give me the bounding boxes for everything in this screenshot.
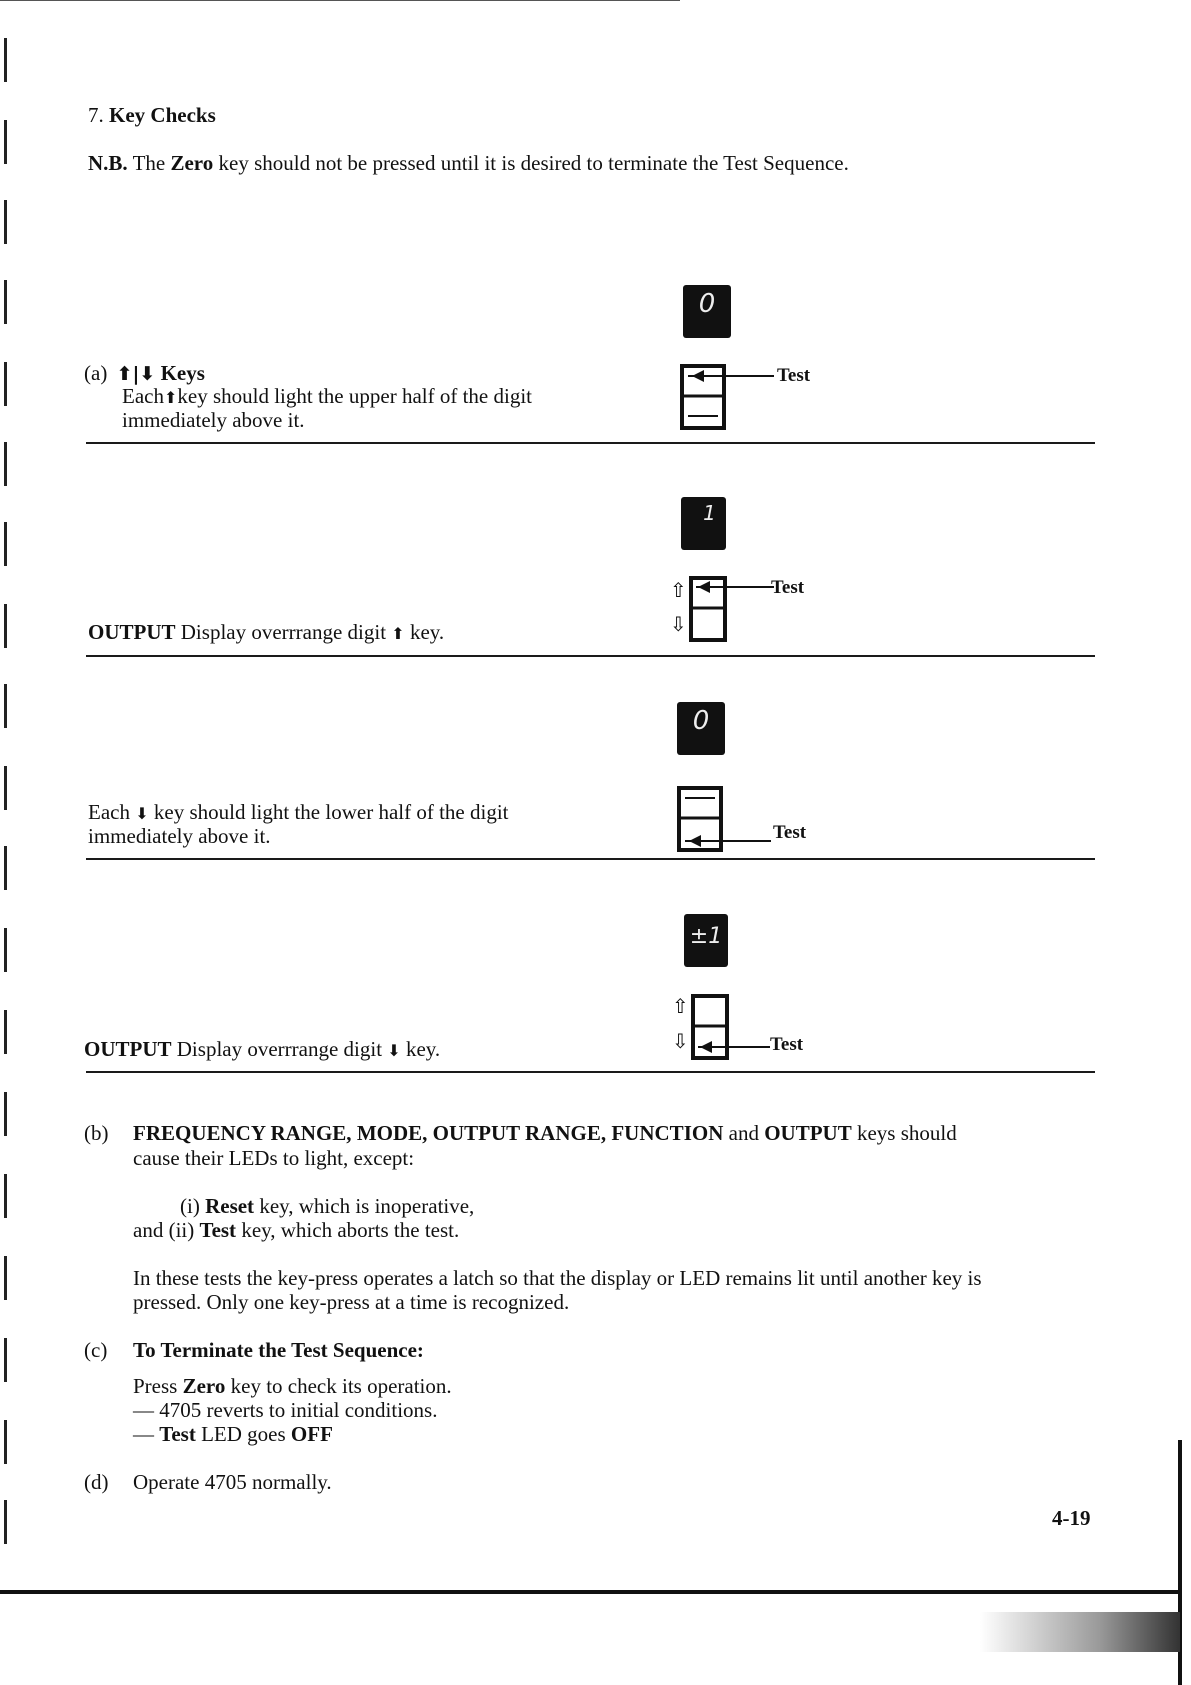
press-zero-line (133, 1374, 452, 1398)
test-label: Test (771, 577, 805, 598)
key-function: FUNCTION (611, 1121, 724, 1145)
section-b-line1 (133, 1121, 957, 1145)
output-up-line (88, 620, 444, 646)
key-output-range: OUTPUT RANGE, (432, 1121, 607, 1145)
top-rule (0, 0, 680, 1)
segment-diagram-overrange-down (690, 994, 780, 1060)
test-label: Test (770, 1034, 804, 1055)
key-mode: MODE, (356, 1121, 428, 1145)
section-c-title: To Terminate the Test Sequence: (133, 1338, 424, 1362)
output-keyword: OUTPUT (84, 1037, 172, 1061)
keys-should: keys should (856, 1121, 957, 1145)
margin-bar (4, 1256, 7, 1300)
output-post: key. (409, 620, 445, 644)
digit-display (677, 702, 725, 755)
key-frequency-range: FREQUENCY RANGE, (133, 1121, 352, 1145)
test-key: Test (159, 1422, 196, 1446)
each-down-line1 (88, 800, 509, 826)
margin-bar (4, 1420, 7, 1464)
zero-key: Zero (182, 1374, 226, 1398)
except-item-2 (133, 1218, 459, 1242)
down-hollow-arrow-icon: ⇩ (670, 612, 687, 636)
section-b-label: (b) (84, 1121, 109, 1145)
dash: — (133, 1422, 154, 1446)
section-a-title (84, 361, 205, 386)
section-heading (88, 103, 216, 127)
each-down-line2: immediately above it. (88, 824, 271, 848)
led-goes: LED goes (201, 1422, 286, 1446)
margin-bar (4, 1338, 7, 1382)
and-word: and (133, 1218, 164, 1242)
test-label: Test (773, 822, 807, 843)
output-text: Display overrrange digit (180, 620, 387, 644)
display-digit: ±1 (689, 924, 723, 949)
revert-line: — 4705 reverts to initial conditions. (133, 1398, 438, 1422)
margin-bar (4, 604, 7, 648)
page-number: 4-19 (1052, 1506, 1091, 1530)
each-down-post: key should light the lower half of the digit (153, 800, 509, 824)
press-text: key to check its operation. (230, 1374, 452, 1398)
section-c-label: (c) (84, 1338, 108, 1362)
latch-paragraph-line1: In these tests the key-press operates a latch so that the display or LED remains lit until another key is (133, 1266, 982, 1290)
off-word: OFF (290, 1422, 333, 1446)
key-output: OUTPUT (764, 1121, 852, 1145)
margin-bar (4, 442, 7, 486)
bottom-shadow (980, 1612, 1180, 1652)
up-down-arrows-icon: ⬆|⬇ (116, 363, 156, 385)
down-hollow-arrow-icon: ⇩ (672, 1029, 689, 1053)
down-arrow-icon: ⬇ (135, 804, 149, 823)
up-arrow-icon: ⬆ (163, 388, 178, 407)
test-label: Test (777, 365, 811, 386)
margin-bar (4, 200, 7, 244)
output-keyword: OUTPUT (88, 620, 176, 644)
row-divider (86, 442, 1095, 444)
row-divider (86, 858, 1095, 860)
item-text: key, which aborts the test. (241, 1218, 460, 1242)
item-key: Test (199, 1218, 237, 1242)
margin-bar (4, 522, 7, 566)
display-digit: 1 (703, 501, 716, 525)
section-a-label: (a) (84, 361, 108, 385)
margin-bar (4, 684, 7, 728)
section-a-line1 (122, 384, 532, 410)
row-divider (86, 1071, 1095, 1073)
line1-post: key should light the upper half of the digit (177, 384, 532, 408)
display-digit: 0 (692, 706, 710, 736)
section-d-text: Operate 4705 normally. (133, 1470, 332, 1494)
section-a-heading: Keys (160, 361, 205, 385)
item-text: key, which is inoperative, (259, 1194, 475, 1218)
margin-bar (4, 38, 7, 82)
margin-bar (4, 362, 7, 406)
press-word: Press (133, 1374, 178, 1398)
each-down-pre: Each (88, 800, 130, 824)
section-b-line2: cause their LEDs to light, except: (133, 1146, 415, 1170)
up-hollow-arrow-icon: ⇧ (672, 994, 689, 1018)
item-number: (ii) (168, 1218, 195, 1242)
segment-diagram-lower (675, 786, 775, 852)
row-divider (86, 655, 1095, 657)
digit-display (684, 914, 728, 967)
display-digit: 0 (698, 289, 716, 319)
note (88, 151, 849, 175)
note-prefix: N.B. (88, 151, 128, 175)
segment-diagram-upper (678, 364, 778, 430)
and-word: and (728, 1121, 759, 1145)
up-arrow-icon: ⬆ (391, 624, 405, 643)
margin-bar (4, 280, 7, 324)
heading-title: Key Checks (109, 103, 216, 127)
note-text: key should not be pressed until it is desired to terminate the Test Sequence. (218, 151, 849, 175)
margin-bar (4, 1500, 7, 1544)
latch-paragraph-line2: pressed. Only one key-press at a time is recognized. (133, 1290, 570, 1314)
note-key: Zero (170, 151, 214, 175)
item-number: (i) (180, 1194, 200, 1218)
margin-bar (4, 928, 7, 972)
down-arrow-icon: ⬇ (387, 1041, 401, 1060)
output-down-line (84, 1037, 440, 1063)
test-led-line (133, 1422, 333, 1446)
except-item-1 (180, 1194, 474, 1218)
segment-diagram-overrange-up (688, 576, 778, 642)
item-key: Reset (205, 1194, 255, 1218)
margin-bar (4, 1010, 7, 1054)
note-pre: The (132, 151, 166, 175)
margin-bar (4, 1174, 7, 1218)
heading-number: 7. (88, 103, 104, 127)
margin-bar (4, 120, 7, 164)
section-d-label: (d) (84, 1470, 109, 1494)
bottom-rule (0, 1590, 1180, 1594)
margin-bar (4, 766, 7, 810)
output-text: Display overrrange digit (176, 1037, 383, 1061)
section-a-line2: immediately above it. (122, 408, 305, 432)
digit-display (683, 285, 731, 338)
output-post: key. (405, 1037, 441, 1061)
margin-bar (4, 846, 7, 890)
line1-pre: Each (122, 384, 164, 408)
digit-display (681, 497, 726, 550)
margin-bar (4, 1092, 7, 1136)
up-hollow-arrow-icon: ⇧ (670, 578, 687, 602)
